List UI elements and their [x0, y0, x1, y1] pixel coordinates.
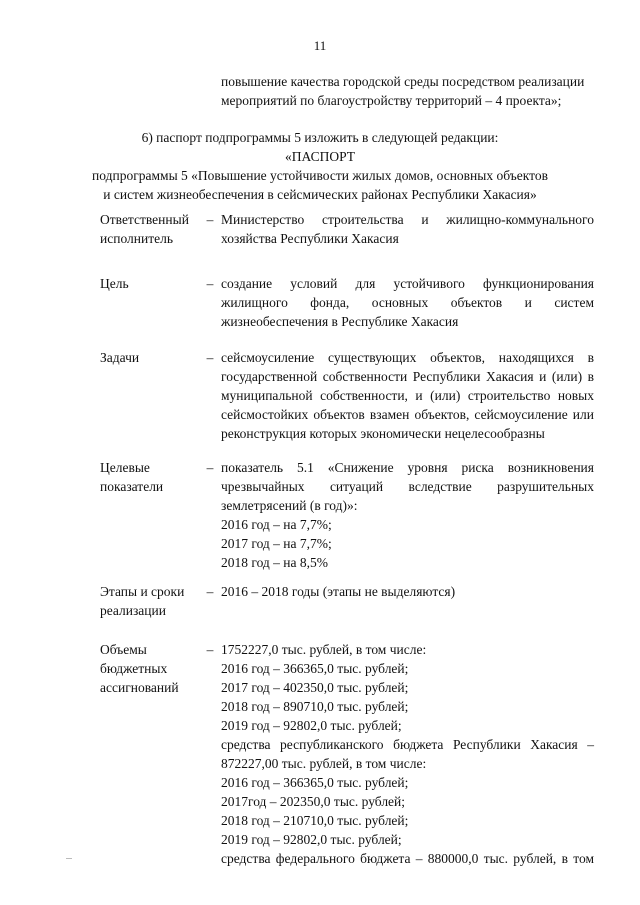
subtitle-line-1: подпрограммы 5 «Повышение устойчивости жилых домов, основных объектов: [92, 168, 548, 183]
row-content: Министерство строительства и жилищно-коммунального хозяйства Республики Хакасия: [221, 212, 594, 246]
row-label: Этапы и сроки реализации: [100, 584, 185, 618]
row-label: Ответственный исполнитель: [100, 212, 189, 246]
row-content: показатель 5.1 «Снижение уровня риска возникновения чрезвычайных ситуаций вследствие разрушительных землетрясений (в год)»: 2016 год – на 7,7%; 2017 год – на 7,7%; 2018 год – на 8,5%: [221, 460, 594, 570]
row-dash: –: [206, 460, 214, 475]
row-dash: –: [206, 276, 214, 291]
row-label: Цель: [100, 276, 129, 291]
row-label: Объемы бюджетных ассигнований: [100, 642, 179, 695]
scan-mark: [66, 858, 72, 859]
row-dash: –: [206, 642, 214, 657]
row-label: Задачи: [100, 350, 140, 365]
row-content: 1752227,0 тыс. рублей, в том числе: 2016 год – 366365,0 тыс. рублей; 2017 год – 402350,0 тыс. рублей; 2018 год – 890710,0 тыс. рублей; 2019 год – 92802,0 тыс. рублей; средства республиканского бюджета Республики Хакасия – 872227,00 тыс. рублей, в том числе: 2016 год – 366365,0 тыс. рублей; 2017год – 202350,0 тыс. рублей; 2018 год – 210710,0 тыс. рублей; 2019 год – 92802,0 тыс. рублей; средства федерального бюджета – 880000,0 тыс. рублей, в том: [221, 642, 594, 866]
row-label: Целевые показатели: [100, 460, 164, 494]
intro-line-2: мероприятий по благоустройству территорий – 4 проекта»;: [221, 93, 562, 108]
intro-line-1: повышение качества городской среды посредством реализации: [221, 74, 585, 89]
instruction-line: 6) паспорт подпрограммы 5 изложить в следующей редакции:: [141, 130, 499, 145]
row-content: создание условий для устойчивого функционирования жилищного фонда, основных объектов и систем жизнеобеспечения в Республике Хакасия: [221, 276, 594, 329]
row-dash: –: [206, 584, 214, 599]
passport-title: «ПАСПОРТ: [285, 149, 355, 164]
row-dash: –: [206, 350, 214, 365]
row-content: сейсмоусиление существующих объектов, находящихся в государственной собственности Республики Хакасия и (или) в муниципальной собственности, и (или) строительство новых сейсмостойких объектов взамен объектов, сейсмоусиление или реконструкция которых экономически нецелесообразны: [221, 350, 594, 441]
subtitle-line-2: и систем жизнеобеспечения в сейсмических районах Республики Хакасия»: [103, 187, 537, 202]
row-content: 2016 – 2018 годы (этапы не выделяются): [221, 584, 456, 599]
page-number: 11: [313, 38, 327, 53]
row-dash: –: [206, 212, 214, 227]
